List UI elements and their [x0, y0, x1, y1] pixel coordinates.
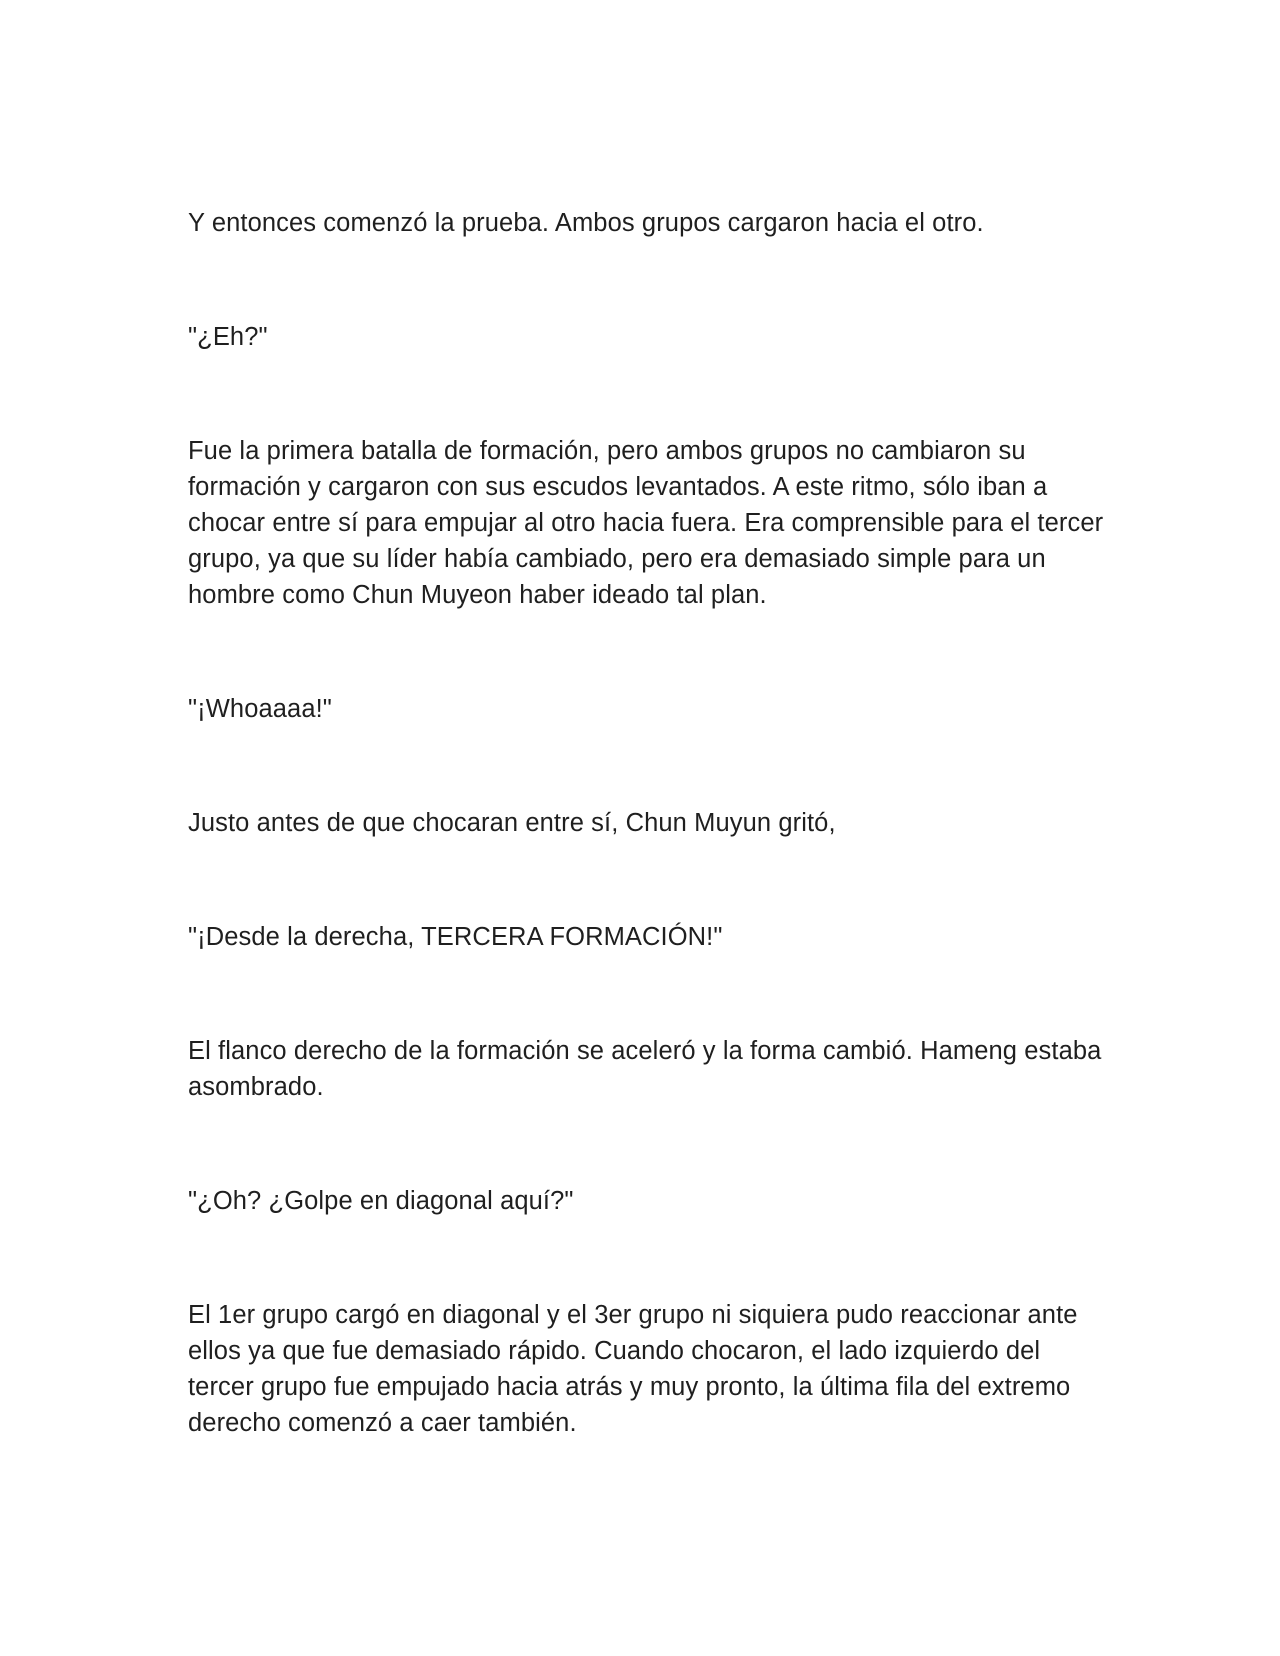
paragraph-1: Y entonces comenzó la prueba. Ambos grupos cargaron hacia el otro.	[188, 209, 984, 237]
paragraph-7: El flanco derecho de la formación se aceleró y la forma cambió. Hameng estaba asombrado.	[188, 1037, 1102, 1101]
paragraph-6: "¡Desde la derecha, TERCERA FORMACIÓN!"	[188, 923, 723, 951]
paragraph-4: "¡Whoaaaa!"	[188, 695, 332, 723]
paragraph-3: Fue la primera batalla de formación, pero ambos grupos no cambiaron su formación y cargaron con sus escudos levantados. A este ritmo, sólo iban a chocar entre sí para empujar al otro hacia fuera. Era comprensible para el tercer grupo, ya que su líder había cambiado, pero era demasiado simple para un hombre como Chun Muyeon haber ideado tal plan.	[188, 437, 1104, 609]
paragraph-2: "¿Eh?"	[188, 323, 268, 351]
paragraph-9: El 1er grupo cargó en diagonal y el 3er grupo ni siquiera pudo reaccionar ante ellos ya que fue demasiado rápido. Cuando chocaron, el lado izquierdo del tercer grupo fue empujado hacia atrás y muy pronto, la última fila del extremo derecho comenzó a caer también.	[188, 1301, 1078, 1437]
document-body	[188, 205, 1108, 1519]
paragraph-8: "¿Oh? ¿Golpe en diagonal aquí?"	[188, 1187, 574, 1215]
paragraph-5: Justo antes de que chocaran entre sí, Chun Muyun gritó,	[188, 809, 836, 837]
